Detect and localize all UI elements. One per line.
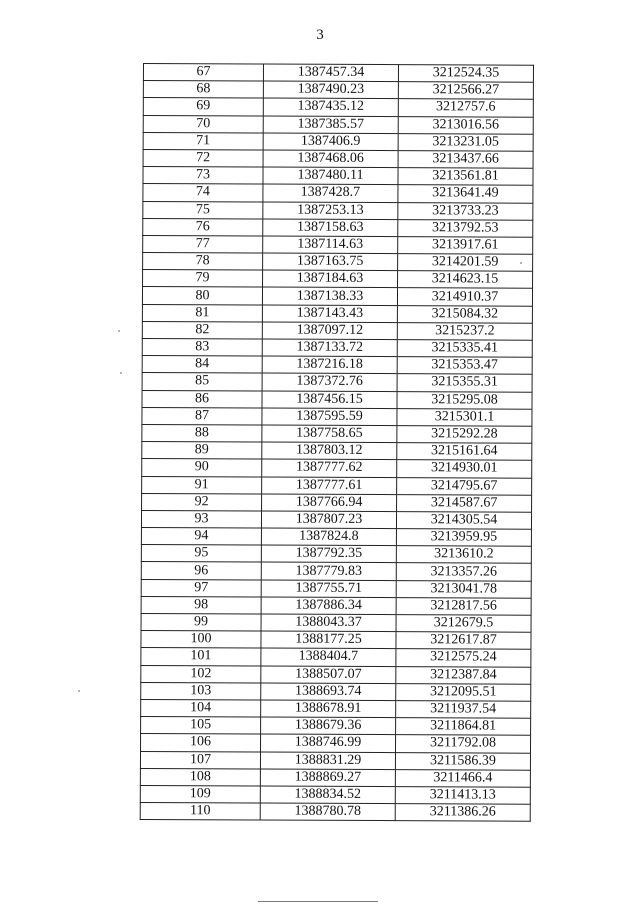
point-number-cell: 73 [143,167,263,185]
y-coordinate-cell: 3213792.53 [398,219,533,237]
x-coordinate-cell: 1387766.94 [262,494,397,512]
point-number-cell: 107 [140,751,260,769]
point-number-cell: 105 [141,717,261,735]
y-coordinate-cell: 3213357.26 [396,563,531,581]
table-row [141,631,531,650]
point-number-cell: 104 [141,699,261,717]
scan-speck [118,330,120,332]
y-coordinate-cell: 3213959.95 [396,529,531,547]
y-coordinate-cell: 3213561.81 [398,168,533,186]
x-coordinate-cell: 1387143.43 [262,305,397,323]
y-coordinate-cell: 3214587.67 [397,494,532,512]
x-coordinate-cell: 1388831.29 [260,752,395,770]
y-coordinate-cell: 3215353.47 [397,357,532,375]
x-coordinate-cell: 1387779.83 [261,562,396,580]
x-coordinate-cell: 1387158.63 [263,219,398,237]
table-row [142,287,532,306]
x-coordinate-cell: 1387457.34 [263,64,398,82]
x-coordinate-cell: 1387490.23 [263,81,398,99]
y-coordinate-cell: 3211864.81 [396,718,531,736]
table-row [140,803,530,822]
x-coordinate-cell: 1387456.15 [262,391,397,409]
table-row [143,115,533,134]
x-coordinate-cell: 1387184.63 [263,270,398,288]
table-row [141,648,531,667]
table-row [142,407,532,426]
table-row [143,64,533,83]
y-coordinate-cell: 3211792.08 [395,735,530,753]
x-coordinate-cell: 1387253.13 [263,202,398,220]
x-coordinate-cell: 1387480.11 [263,167,398,185]
y-coordinate-cell: 3215161.64 [397,443,532,461]
point-number-cell: 76 [143,218,263,236]
x-coordinate-cell: 1388780.78 [260,803,395,821]
y-coordinate-cell: 3215292.28 [397,426,532,444]
x-coordinate-cell: 1387435.12 [263,98,398,116]
x-coordinate-cell: 1387163.75 [263,253,398,271]
point-number-cell: 75 [143,201,263,219]
x-coordinate-cell: 1388507.07 [261,666,396,684]
y-coordinate-cell: 3213733.23 [398,202,533,220]
point-number-cell: 99 [141,613,261,631]
point-number-cell: 93 [141,510,261,528]
table-row [140,768,530,787]
x-coordinate-cell: 1388043.37 [261,614,396,632]
y-coordinate-cell: 3215355.31 [397,374,532,392]
point-number-cell: 79 [143,270,263,288]
y-coordinate-cell: 3213610.2 [396,546,531,564]
point-number-cell: 90 [142,459,262,477]
x-coordinate-cell: 1388679.36 [261,717,396,735]
point-number-cell: 103 [141,682,261,700]
y-coordinate-cell: 3214623.15 [398,271,533,289]
y-coordinate-cell: 3211466.4 [395,769,530,787]
x-coordinate-cell: 1387468.06 [263,150,398,168]
table-row [143,149,533,168]
x-coordinate-cell: 1387138.33 [262,287,397,305]
y-coordinate-cell: 3212387.84 [396,666,531,684]
table-row [143,132,533,151]
x-coordinate-cell: 1388404.7 [261,648,396,666]
point-number-cell: 102 [141,665,261,683]
y-coordinate-cell: 3211413.13 [395,786,530,804]
point-number-cell: 110 [140,803,260,821]
y-coordinate-cell: 3212617.87 [396,632,531,650]
table-row [141,545,531,564]
point-number-cell: 97 [141,579,261,597]
point-number-cell: 86 [142,390,262,408]
table-row [143,81,533,100]
point-number-cell: 92 [142,493,262,511]
y-coordinate-cell: 3214305.54 [396,511,531,529]
x-coordinate-cell: 1387114.63 [263,236,398,254]
table-row [143,270,533,289]
table-row [140,785,530,804]
y-coordinate-cell: 3212817.56 [396,597,531,615]
table-row [143,218,533,237]
table-row [140,751,530,770]
x-coordinate-cell: 1387758.65 [262,425,397,443]
table-row [142,390,532,409]
table-row [142,304,532,323]
x-coordinate-cell: 1388869.27 [260,769,395,787]
point-number-cell: 70 [143,115,263,133]
table-row [143,201,533,220]
table-row [142,459,532,478]
x-coordinate-cell: 1387886.34 [261,597,396,615]
table-row [141,596,531,615]
x-coordinate-cell: 1388177.25 [261,631,396,649]
x-coordinate-cell: 1388834.52 [260,786,395,804]
table-row [141,699,531,718]
y-coordinate-cell: 3211386.26 [395,804,530,822]
point-number-cell: 85 [142,373,262,391]
table-row [141,510,531,529]
x-coordinate-cell: 1387372.76 [262,373,397,391]
y-coordinate-cell: 3213041.78 [396,580,531,598]
point-number-cell: 72 [143,149,263,167]
point-number-cell: 96 [141,562,261,580]
y-coordinate-cell: 3213917.61 [398,236,533,254]
y-coordinate-cell: 3215084.32 [397,305,532,323]
point-number-cell: 88 [142,424,262,442]
point-number-cell: 78 [143,253,263,271]
y-coordinate-cell: 3213231.05 [398,133,533,151]
x-coordinate-cell: 1387824.8 [261,528,396,546]
point-number-cell: 68 [143,81,263,99]
table-row [143,98,533,117]
scan-edge-line [258,901,378,902]
y-coordinate-cell: 3212679.5 [396,615,531,633]
point-number-cell: 82 [142,321,262,339]
point-number-cell: 106 [140,734,260,752]
table-row [141,717,531,736]
x-coordinate-cell: 1387803.12 [262,442,397,460]
table-row [141,562,531,581]
table-row [142,321,532,340]
point-number-cell: 84 [142,356,262,374]
x-coordinate-cell: 1387406.9 [263,133,398,151]
point-number-cell: 95 [141,545,261,563]
y-coordinate-cell: 3213437.66 [398,151,533,169]
page-number: 3 [316,27,324,43]
point-number-cell: 67 [143,64,263,82]
x-coordinate-cell: 1387777.62 [262,459,397,477]
y-coordinate-cell: 3211937.54 [396,701,531,719]
y-coordinate-cell: 3212095.51 [396,683,531,701]
point-number-cell: 71 [143,132,263,150]
point-number-cell: 100 [141,631,261,649]
table-row [140,734,530,753]
y-coordinate-cell: 3214795.67 [397,477,532,495]
y-coordinate-cell: 3212566.27 [398,82,533,100]
y-coordinate-cell: 3212757.6 [398,99,533,117]
table-row [143,253,533,272]
y-coordinate-cell: 3214201.59 [398,254,533,272]
point-number-cell: 98 [141,596,261,614]
y-coordinate-cell: 3213016.56 [398,116,533,134]
y-coordinate-cell: 3214930.01 [397,460,532,478]
table-row [142,442,532,461]
table-row [141,528,531,547]
point-number-cell: 83 [142,338,262,356]
point-number-cell: 81 [142,304,262,322]
y-coordinate-cell: 3212575.24 [396,649,531,667]
point-number-cell: 80 [142,287,262,305]
y-coordinate-cell: 3215301.1 [397,408,532,426]
table-row [141,682,531,701]
x-coordinate-cell: 1388746.99 [260,734,395,752]
point-number-cell: 74 [143,184,263,202]
point-number-cell: 69 [143,98,263,116]
table-row [142,373,532,392]
table-row [143,184,533,203]
coordinates-table [140,63,534,822]
x-coordinate-cell: 1388678.91 [261,700,396,718]
scan-speck [78,690,80,692]
table-row [141,613,531,632]
point-number-cell: 89 [142,442,262,460]
x-coordinate-cell: 1387428.7 [263,184,398,202]
y-coordinate-cell: 3214910.37 [397,288,532,306]
table-row [142,424,532,443]
x-coordinate-cell: 1387807.23 [261,511,396,529]
x-coordinate-cell: 1387777.61 [262,477,397,495]
y-coordinate-cell: 3215335.41 [397,340,532,358]
table-row [143,167,533,186]
coordinates-table-body [140,64,533,822]
x-coordinate-cell: 1387216.18 [262,356,397,374]
scan-speck [120,372,122,374]
y-coordinate-cell: 3213641.49 [398,185,533,203]
x-coordinate-cell: 1387097.12 [262,322,397,340]
point-number-cell: 101 [141,648,261,666]
point-number-cell: 108 [140,768,260,786]
table-row [142,493,532,512]
table-row [141,665,531,684]
x-coordinate-cell: 1388693.74 [261,683,396,701]
point-number-cell: 109 [140,785,260,803]
scan-speck [520,262,522,264]
table-row [142,476,532,495]
y-coordinate-cell: 3215237.2 [397,322,532,340]
table-row [142,356,532,375]
point-number-cell: 87 [142,407,262,425]
table-row [141,579,531,598]
y-coordinate-cell: 3211586.39 [395,752,530,770]
table-row [142,338,532,357]
y-coordinate-cell: 3212524.35 [398,65,533,83]
x-coordinate-cell: 1387385.57 [263,116,398,134]
x-coordinate-cell: 1387755.71 [261,580,396,598]
x-coordinate-cell: 1387792.35 [261,545,396,563]
y-coordinate-cell: 3215295.08 [397,391,532,409]
x-coordinate-cell: 1387595.59 [262,408,397,426]
x-coordinate-cell: 1387133.72 [262,339,397,357]
point-number-cell: 94 [141,528,261,546]
point-number-cell: 77 [143,235,263,253]
point-number-cell: 91 [142,476,262,494]
table-row [143,235,533,254]
